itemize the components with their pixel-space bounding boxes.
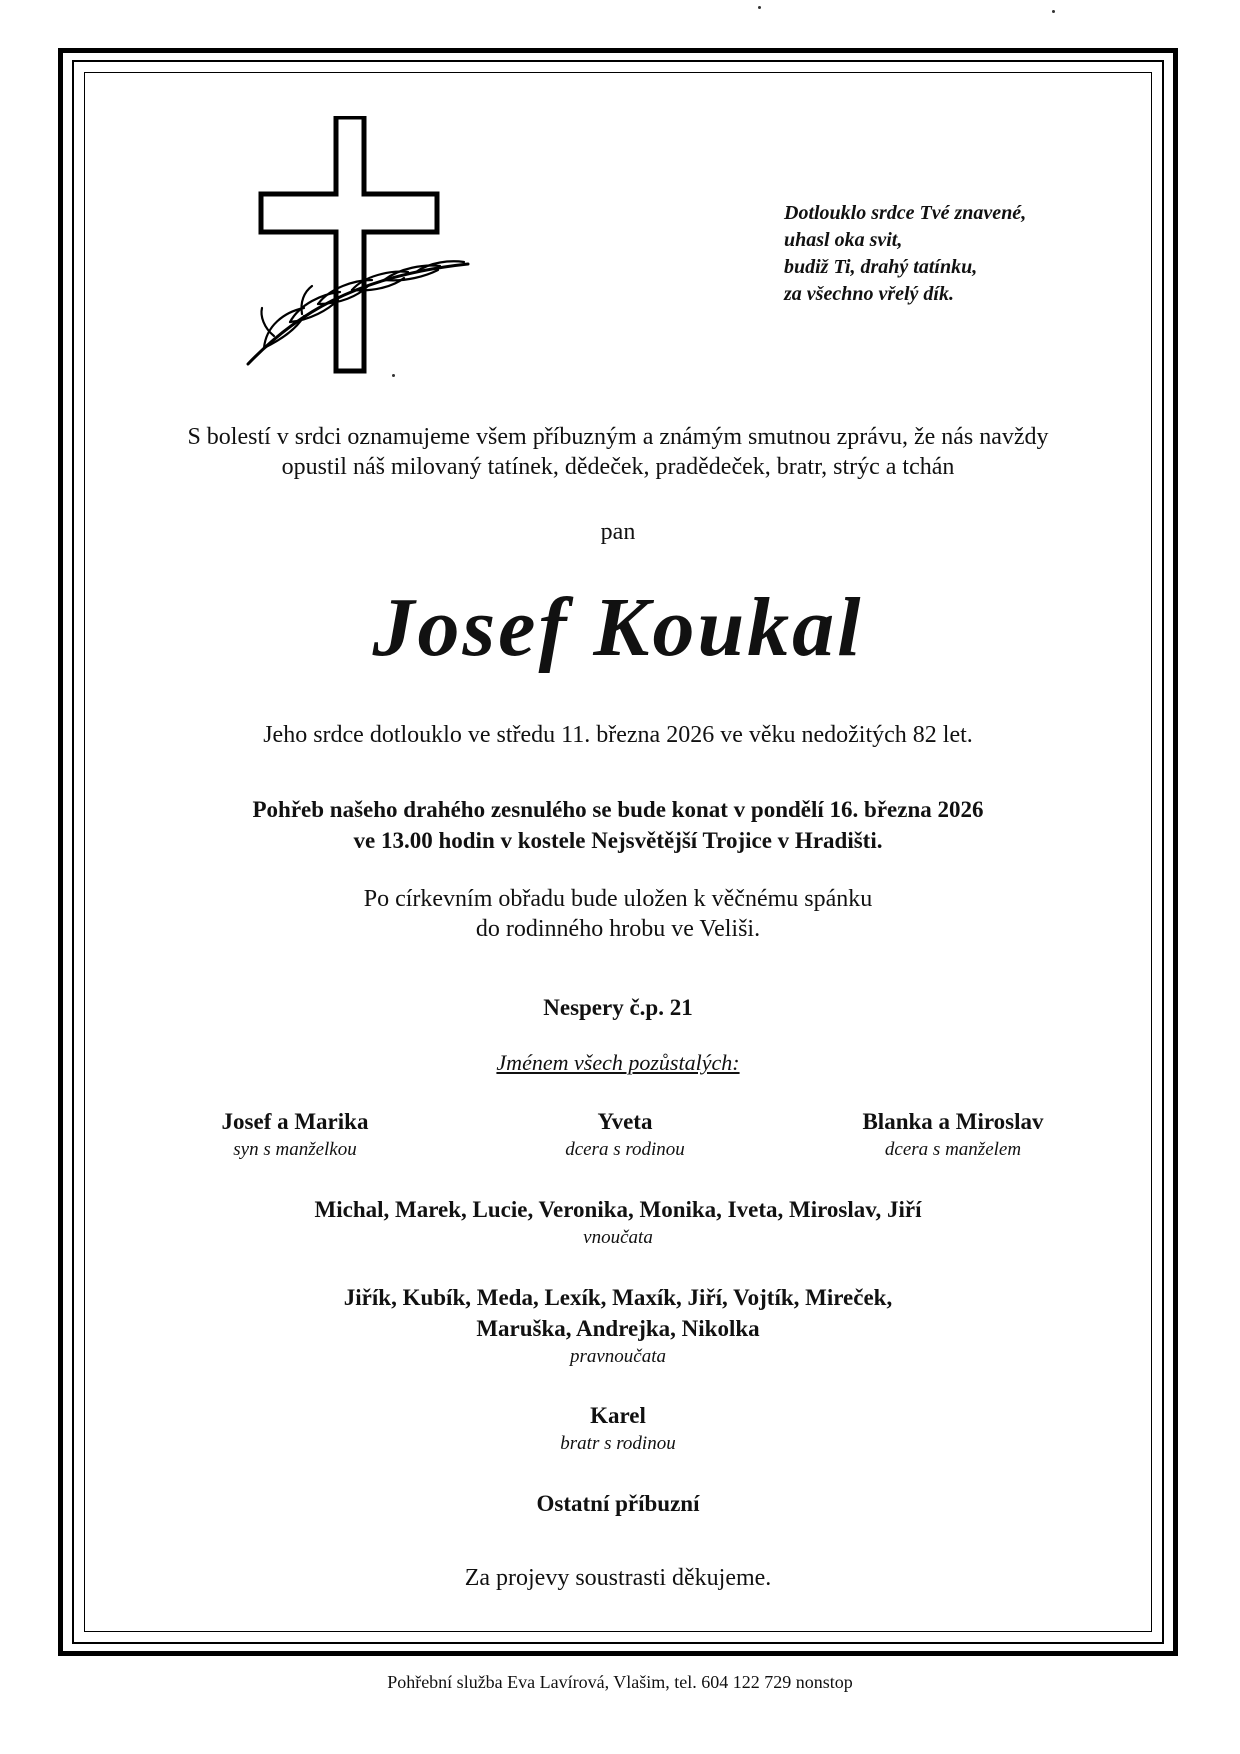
grandchildren-names: Michal, Marek, Lucie, Veronika, Monika, Iveta, Miroslav, Jiří bbox=[314, 1197, 922, 1222]
grandchildren-relation: vnoučata bbox=[583, 1227, 653, 1248]
family-relation: syn s manželkou bbox=[233, 1139, 357, 1160]
funeral-line-2: ve 13.00 hodin v kostele Nejsvětější Trojice v Hradišti. bbox=[353, 828, 883, 853]
poem-line: budiž Ti, drahý tatínku, bbox=[784, 256, 978, 278]
great-grandchildren-block bbox=[86, 1282, 1150, 1370]
family-member-daughter-2 bbox=[793, 1106, 1113, 1163]
memorial-poem bbox=[784, 200, 1114, 308]
scan-speck bbox=[1052, 10, 1055, 13]
brother-relation: bratr s rodinou bbox=[560, 1433, 676, 1454]
grandchildren-block bbox=[86, 1194, 1150, 1251]
other-relatives: Ostatní příbuzní bbox=[536, 1491, 700, 1516]
family-member-daughter-1 bbox=[465, 1106, 785, 1163]
family-names: Blanka a Miroslav bbox=[862, 1109, 1044, 1134]
cross-icon bbox=[244, 116, 474, 378]
family-member-son bbox=[135, 1106, 455, 1163]
announcement-line-2: opustil náš milovaný tatínek, dědeček, pradědeček, bratr, strýc a tchán bbox=[281, 454, 955, 480]
poem-line: Dotlouklo srdce Tvé znavené, bbox=[784, 202, 1027, 224]
poem-line: uhasl oka svit, bbox=[784, 229, 903, 251]
death-info: Jeho srdce dotlouklo ve středu 11. března 2026 ve věku nedožitých 82 let. bbox=[263, 722, 973, 748]
signed-on-behalf: Jménem všech pozůstalých: bbox=[496, 1050, 740, 1075]
announcement-line-1: S bolestí v srdci oznamujeme všem příbuzným a známým smutnou zprávu, že nás navždy bbox=[187, 424, 1049, 450]
scan-speck bbox=[758, 6, 761, 9]
brother-names: Karel bbox=[590, 1403, 646, 1428]
address: Nespery č.p. 21 bbox=[543, 995, 693, 1020]
funeral-line-1: Pohřeb našeho drahého zesnulého se bude konat v pondělí 16. března 2026 bbox=[252, 797, 984, 822]
brother-block bbox=[86, 1400, 1150, 1457]
deceased-name: Josef Koukal bbox=[372, 581, 864, 674]
honorific: pan bbox=[600, 519, 636, 545]
burial-line-1: Po církevním obřadu bude uložen k věčnému spánku bbox=[363, 886, 873, 912]
signed-wrapper bbox=[86, 1050, 1150, 1076]
thanks: Za projevy soustrasti děkujeme. bbox=[464, 1565, 772, 1591]
great-grandchildren-names-2: Maruška, Andrejka, Nikolka bbox=[476, 1316, 760, 1341]
family-names: Yveta bbox=[597, 1109, 653, 1134]
burial-info bbox=[86, 884, 1150, 944]
great-grandchildren-names-1: Jiřík, Kubík, Meda, Lexík, Maxík, Jiří, Vojtík, Mireček, bbox=[343, 1285, 893, 1310]
announcement-text bbox=[86, 422, 1150, 482]
great-grandchildren-relation: pravnoučata bbox=[569, 1346, 667, 1367]
family-relation: dcera s rodinou bbox=[565, 1139, 685, 1160]
funeral-service-footer: Pohřební služba Eva Lavírová, Vlašim, tel. 604 122 729 nonstop bbox=[387, 1672, 853, 1692]
burial-line-2: do rodinného hrobu ve Veliši. bbox=[475, 916, 761, 942]
poem-line: za všechno vřelý dík. bbox=[784, 283, 954, 305]
family-names: Josef a Marika bbox=[221, 1109, 369, 1134]
funeral-info bbox=[86, 794, 1150, 856]
family-relation: dcera s manželem bbox=[884, 1139, 1022, 1160]
